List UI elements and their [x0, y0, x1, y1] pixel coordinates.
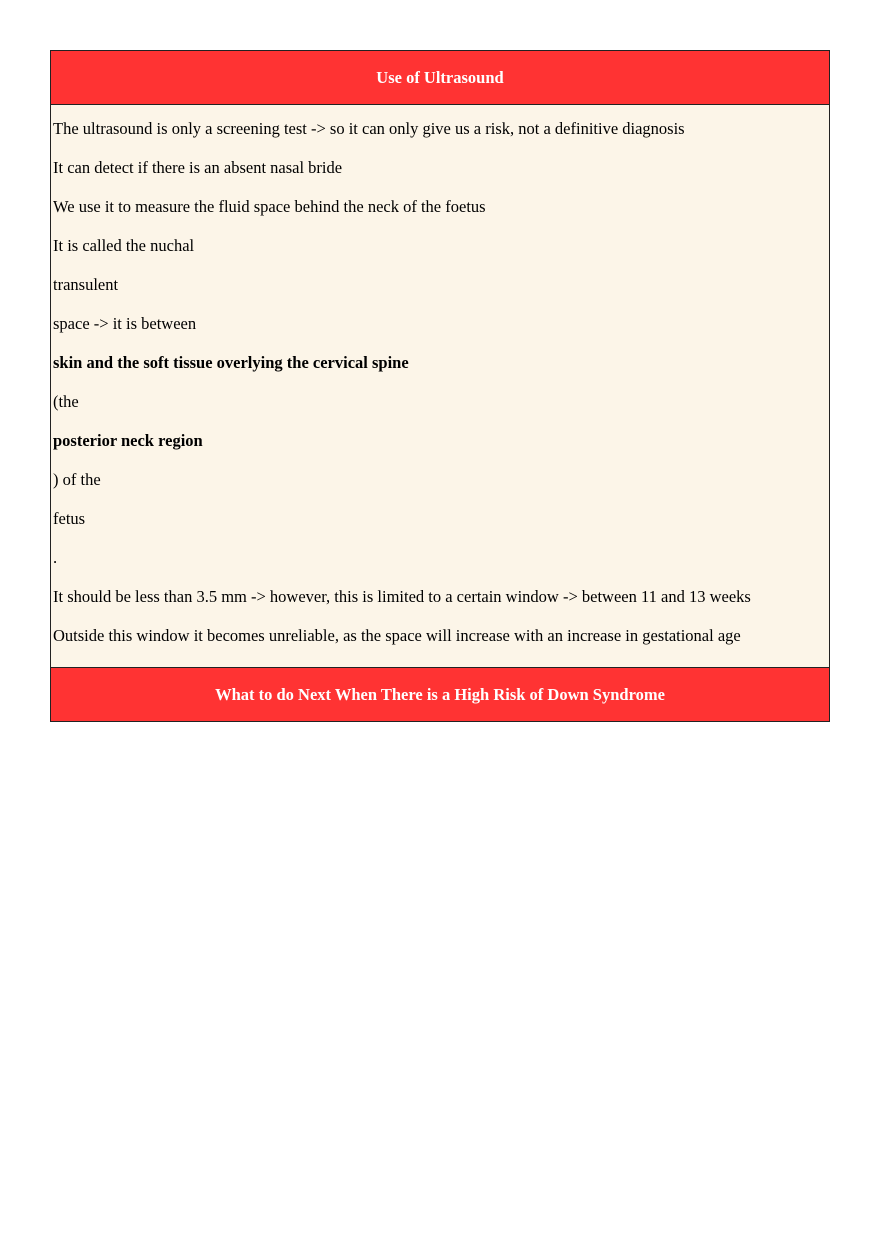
- text-line-bold: skin and the soft tissue overlying the cervical spine: [53, 353, 409, 372]
- text-line: It can detect if there is an absent nasal bride: [53, 158, 343, 177]
- section-heading-down-syndrome: [51, 667, 829, 722]
- text-line: It is called the nuchal: [53, 236, 195, 255]
- text-line: (the: [53, 392, 79, 411]
- text-line-bold: posterior neck region: [53, 431, 203, 450]
- section-heading-text: What to do Next When There is a High Risk of Down Syndrome: [215, 684, 665, 704]
- text-line: It should be less than 3.5 mm -> however, this is limited to a certain window -> between 11 and 13 weeks: [53, 587, 751, 606]
- text-line: The ultrasound is only a screening test -> so it can only give us a risk, not a definitive diagnosis: [53, 119, 685, 138]
- section-heading-text: Use of Ultrasound: [376, 67, 504, 87]
- text-line: ) of the: [53, 470, 101, 489]
- text-line: transulent: [53, 275, 119, 294]
- text-line: fetus: [53, 509, 86, 528]
- section-heading-ultrasound: [51, 50, 829, 105]
- text-line: Outside this window it becomes unreliable, as the space will increase with an increase in gestational age: [53, 626, 741, 645]
- text-line: space -> it is between: [53, 314, 197, 333]
- section-body-ultrasound: [51, 105, 829, 667]
- text-line: We use it to measure the fluid space behind the neck of the foetus: [53, 197, 486, 216]
- notes-table: [50, 50, 830, 722]
- text-line: .: [53, 548, 58, 567]
